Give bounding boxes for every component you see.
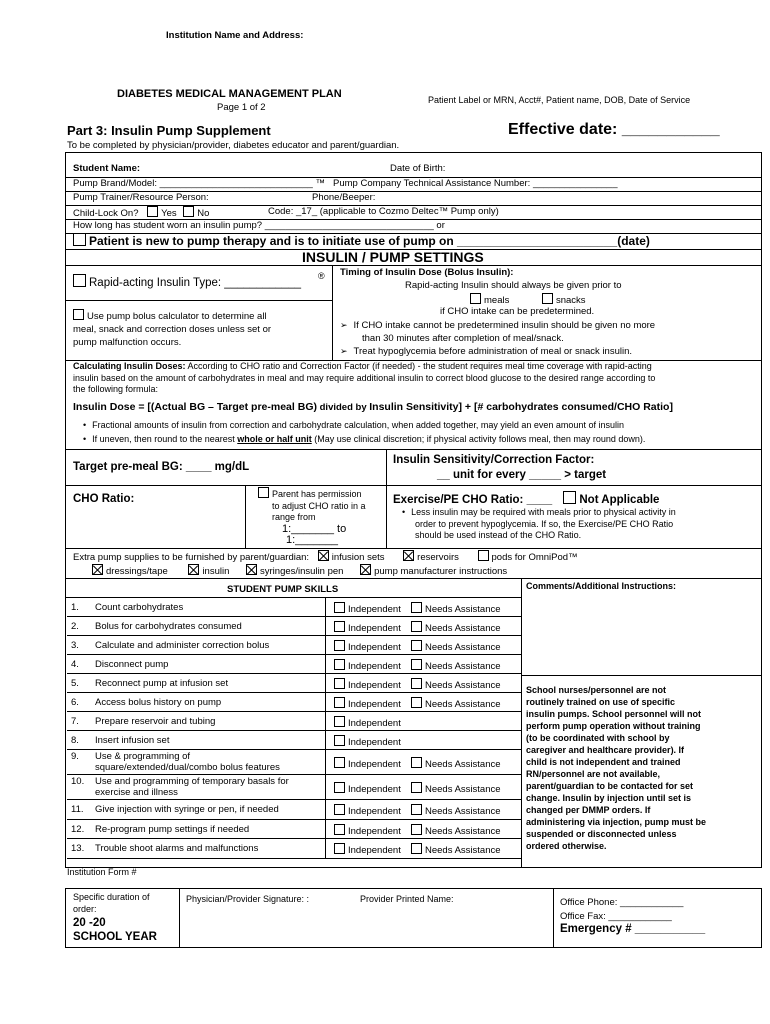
use-calc-2: meal, snack and correction doses unless set or bbox=[73, 324, 272, 335]
independent-option bbox=[334, 640, 401, 653]
skill-text-line: Count carbohydrates bbox=[95, 602, 184, 613]
child-lock-label: Child-Lock On? bbox=[73, 208, 139, 219]
ex-note-3: should be used instead of the CHO Ratio. bbox=[415, 530, 582, 540]
needs-assistance-label: Needs Assistance bbox=[425, 623, 501, 634]
skill-text-line: Calculate and administer correction bolus bbox=[95, 640, 270, 651]
if-predetermined: if CHO intake can be predetermined. bbox=[440, 306, 595, 317]
needs-assistance-option bbox=[411, 824, 501, 837]
skill-text-line: Give injection with syringe or pen, if needed bbox=[95, 804, 279, 815]
needs-assistance-label: Needs Assistance bbox=[425, 784, 501, 795]
skill-text bbox=[95, 697, 221, 708]
skill-divider bbox=[325, 674, 326, 692]
needs-assistance-checkbox[interactable] bbox=[411, 824, 422, 835]
skill-text-line: Bolus for carbohydrates consumed bbox=[95, 621, 242, 632]
dressings-checkbox[interactable] bbox=[92, 564, 103, 575]
skill-number: 2. bbox=[71, 621, 79, 632]
independent-label: Independent bbox=[348, 759, 401, 770]
comments-title: Comments/Additional Instructions: bbox=[526, 581, 677, 591]
use-calc-checkbox[interactable] bbox=[73, 309, 84, 320]
parent-perm-4[interactable]: 1:_______ to bbox=[282, 522, 347, 535]
independent-checkbox[interactable] bbox=[334, 621, 345, 632]
skill-number: 8. bbox=[71, 735, 79, 746]
skill-text bbox=[95, 659, 168, 670]
formula bbox=[73, 401, 673, 413]
skill-number: 10. bbox=[71, 776, 85, 787]
skill-number: 4. bbox=[71, 659, 79, 670]
comment-line: routinely trained on use of specific bbox=[526, 697, 676, 707]
comment-line: (to be coordinated with school by bbox=[526, 733, 670, 743]
skill-number: 5. bbox=[71, 678, 79, 689]
independent-checkbox[interactable] bbox=[334, 678, 345, 689]
snacks-checkbox[interactable] bbox=[542, 293, 553, 304]
table-row bbox=[67, 839, 521, 859]
needs-assistance-checkbox[interactable] bbox=[411, 757, 422, 768]
needs-assistance-checkbox[interactable] bbox=[411, 621, 422, 632]
skill-divider bbox=[325, 731, 326, 749]
independent-label: Independent bbox=[348, 604, 401, 615]
duration-2: order: bbox=[73, 903, 97, 914]
needs-assistance-checkbox[interactable] bbox=[411, 659, 422, 670]
independent-option bbox=[334, 757, 401, 770]
exercise-ratio[interactable]: Exercise/PE CHO Ratio: ____ bbox=[393, 494, 553, 506]
skill-text bbox=[95, 843, 258, 854]
independent-checkbox[interactable] bbox=[334, 659, 345, 670]
needs-assistance-label: Needs Assistance bbox=[425, 806, 501, 817]
printed-name-field[interactable]: Provider Printed Name: bbox=[360, 894, 454, 904]
registered-mark: ® bbox=[318, 271, 325, 281]
needs-assistance-checkbox[interactable] bbox=[411, 782, 422, 793]
skill-text bbox=[95, 776, 289, 798]
uneven-a: If uneven, then round to the nearest bbox=[92, 434, 238, 444]
phone-label[interactable]: Phone/Beeper: bbox=[312, 192, 376, 203]
needs-assistance-checkbox[interactable] bbox=[411, 602, 422, 613]
skill-number: 7. bbox=[71, 716, 79, 727]
independent-option bbox=[334, 621, 401, 634]
table-row bbox=[67, 750, 521, 775]
skill-divider bbox=[325, 750, 326, 774]
needs-assistance-option bbox=[411, 757, 501, 770]
needs-assistance-checkbox[interactable] bbox=[411, 678, 422, 689]
independent-label: Independent bbox=[348, 806, 401, 817]
insulin-checkbox[interactable] bbox=[188, 564, 199, 575]
school-year[interactable] bbox=[73, 916, 157, 944]
formula-c: Insulin Sensitivity] + [# carbohydrates consumed/CHO Ratio] bbox=[369, 401, 673, 413]
emergency[interactable]: Emergency # ___________ bbox=[560, 923, 706, 935]
year-2: SCHOOL YEAR bbox=[73, 931, 157, 943]
snacks-label: snacks bbox=[555, 295, 586, 306]
independent-option bbox=[334, 716, 401, 729]
needs-assistance-option bbox=[411, 602, 501, 615]
calc-text-3: the following formula: bbox=[73, 384, 159, 394]
comment-line: parent/guardian to be contacted for set bbox=[526, 781, 694, 791]
uneven-c: (May use clinical discretion; if physical activity follows meal, then may round down). bbox=[311, 434, 646, 444]
skill-divider bbox=[325, 655, 326, 673]
skill-text-line: Re-program pump settings if needed bbox=[95, 824, 250, 835]
skill-text bbox=[95, 751, 280, 773]
contact-block bbox=[560, 896, 705, 937]
patient-label: Patient Label or MRN, Acct#, Patient name, DOB, Date of Service bbox=[428, 95, 691, 105]
new-pump-row bbox=[73, 233, 650, 248]
needs-assistance-label: Needs Assistance bbox=[425, 826, 501, 837]
no-checkbox[interactable] bbox=[183, 206, 194, 217]
parent-perm-2: to adjust CHO ratio in a bbox=[272, 500, 366, 511]
sensitivity-title: Insulin Sensitivity/Correction Factor: bbox=[393, 454, 595, 466]
skill-divider bbox=[325, 617, 326, 635]
skill-divider bbox=[325, 775, 326, 799]
page-number: Page 1 of 2 bbox=[217, 102, 266, 113]
cho-ratio-label[interactable]: CHO Ratio: bbox=[73, 493, 135, 505]
needs-assistance-checkbox[interactable] bbox=[411, 697, 422, 708]
comment-line: change. Insulin by injection until set is bbox=[526, 793, 692, 803]
comment-line: caregiver and healthcare provider). If bbox=[526, 745, 685, 755]
effective-date[interactable]: Effective date: ___________ bbox=[508, 121, 720, 138]
needs-assistance-label: Needs Assistance bbox=[425, 642, 501, 653]
needs-assistance-label: Needs Assistance bbox=[425, 699, 501, 710]
skill-text-line: Insert infusion set bbox=[95, 735, 170, 746]
skill-text bbox=[95, 602, 183, 613]
if-cannot: ➢ If CHO intake cannot be predetermined insulin should be given no more bbox=[340, 320, 655, 331]
independent-checkbox[interactable] bbox=[334, 640, 345, 651]
independent-label: Independent bbox=[348, 718, 401, 729]
skill-text bbox=[95, 621, 242, 632]
independent-option bbox=[334, 602, 401, 615]
comments-note bbox=[526, 684, 758, 852]
independent-checkbox[interactable] bbox=[334, 843, 345, 854]
skill-text-line: Use & programming of bbox=[95, 751, 191, 762]
skill-text-line: Disconnect pump bbox=[95, 659, 169, 670]
independent-checkbox[interactable] bbox=[334, 735, 345, 746]
needs-assistance-option bbox=[411, 621, 501, 634]
independent-label: Independent bbox=[348, 784, 401, 795]
skill-text bbox=[95, 804, 279, 815]
rapid-type-row bbox=[73, 274, 301, 289]
not-applicable-label: Not Applicable bbox=[579, 494, 660, 506]
independent-label: Independent bbox=[348, 737, 401, 748]
plan-title: DIABETES MEDICAL MANAGEMENT PLAN bbox=[117, 88, 342, 100]
trainer-label[interactable]: Pump Trainer/Resource Person: bbox=[73, 192, 209, 203]
comment-line: insulin pumps. School personnel will not bbox=[526, 709, 702, 719]
new-pump-label: Patient is new to pump therapy and is to initiate use of pump on ________________________(date) bbox=[89, 234, 650, 248]
supply-reservoirs: reservoirs bbox=[417, 552, 459, 563]
skill-text-line: Reconnect pump at infusion set bbox=[95, 678, 229, 689]
use-calc-3: pump malfunction occurs. bbox=[73, 337, 182, 348]
exercise-note bbox=[402, 507, 676, 542]
skill-text-line-2: square/extended/dual/combo bolus features bbox=[95, 762, 280, 773]
uneven-note bbox=[83, 434, 645, 444]
needs-assistance-checkbox[interactable] bbox=[411, 843, 422, 854]
supply-dressings: dressings/tape bbox=[106, 566, 168, 577]
pump-company[interactable]: Pump Company Technical Assistance Number: ________________ bbox=[333, 178, 618, 189]
uneven-b: whole or half unit bbox=[237, 434, 312, 444]
independent-label: Independent bbox=[348, 661, 401, 672]
skill-text-line-2: exercise and illness bbox=[95, 787, 178, 798]
needs-assistance-option bbox=[411, 782, 501, 795]
skill-divider bbox=[325, 598, 326, 616]
meals-checkbox[interactable] bbox=[470, 293, 481, 304]
rapid-type-checkbox[interactable] bbox=[73, 274, 86, 287]
frac-note: • Fractional amounts of insulin from correction and carbohydrate calculation, when added together, may yield an even amount of insulin bbox=[83, 420, 624, 430]
skill-divider bbox=[325, 636, 326, 654]
duration-label bbox=[73, 892, 150, 915]
duration-1: Specific duration of bbox=[73, 892, 150, 902]
skill-divider bbox=[325, 839, 326, 858]
comment-line: RN/personnel are not available, bbox=[526, 769, 661, 779]
calc-text-1: According to CHO ratio and Correction Factor (if needed) - the student requires meal time coverage with rapid-acting bbox=[185, 361, 652, 371]
parent-permission bbox=[258, 487, 366, 547]
parent-perm-1: Parent has permission bbox=[272, 489, 362, 499]
yes-checkbox[interactable] bbox=[147, 206, 158, 217]
needs-assistance-option bbox=[411, 697, 501, 710]
independent-checkbox[interactable] bbox=[334, 716, 345, 727]
calc-text-2: insulin based on the amount of carbohydrates in meal and may require additional insulin to correct blood glucose to the desired range according to bbox=[73, 372, 656, 383]
supply-insulin: insulin bbox=[202, 566, 230, 577]
institution-label: Institution Name and Address: bbox=[166, 30, 304, 41]
independent-checkbox[interactable] bbox=[334, 824, 345, 835]
ex-note-2: order to prevent hypoglycemia. If so, the Exercise/PE CHO Ratio bbox=[415, 518, 674, 529]
student-name-label[interactable]: Student Name: bbox=[73, 163, 141, 174]
skill-text bbox=[95, 640, 269, 651]
table-row bbox=[67, 800, 521, 820]
comment-line: School nurses/personnel are not bbox=[526, 685, 667, 695]
skill-text bbox=[95, 678, 228, 689]
needs-assistance-label: Needs Assistance bbox=[425, 661, 501, 672]
office-phone[interactable]: Office Phone: ____________ bbox=[560, 897, 684, 908]
independent-label: Independent bbox=[348, 699, 401, 710]
skills-title: STUDENT PUMP SKILLS bbox=[227, 584, 339, 595]
independent-option bbox=[334, 782, 401, 795]
sensitivity-value[interactable]: __ unit for every _____ > target bbox=[437, 469, 607, 481]
independent-option bbox=[334, 843, 401, 856]
no-label: No bbox=[197, 208, 210, 219]
use-calc-block bbox=[73, 309, 271, 349]
use-calc-1: Use pump bolus calculator to determine all bbox=[87, 311, 267, 322]
skill-text-line: Trouble shoot alarms and malfunctions bbox=[95, 843, 259, 854]
yes-label: Yes bbox=[161, 208, 177, 219]
independent-option bbox=[334, 697, 401, 710]
reservoirs-checkbox[interactable] bbox=[403, 550, 414, 561]
comment-line: ordered otherwise. bbox=[526, 841, 607, 851]
skill-divider bbox=[325, 693, 326, 711]
parent-perm-3: range from bbox=[272, 512, 316, 522]
rapid-type-field[interactable]: Rapid-acting Insulin Type: ____________ bbox=[89, 277, 302, 289]
needs-assistance-checkbox[interactable] bbox=[411, 804, 422, 815]
dob-label[interactable]: Date of Birth: bbox=[390, 163, 446, 174]
office-fax[interactable]: Office Fax: ____________ bbox=[560, 910, 672, 922]
supply-pods: pods for OmniPod™ bbox=[491, 552, 578, 563]
table-row bbox=[67, 731, 521, 750]
skill-text bbox=[95, 735, 169, 746]
table-row bbox=[67, 775, 521, 800]
table-row bbox=[67, 820, 521, 839]
exercise-row bbox=[393, 491, 659, 506]
supplies-row-2 bbox=[92, 564, 507, 577]
independent-checkbox[interactable] bbox=[334, 804, 345, 815]
needs-assistance-checkbox[interactable] bbox=[411, 640, 422, 651]
skill-divider bbox=[325, 712, 326, 730]
comment-line: suspended or disconnected unless bbox=[526, 829, 677, 839]
parent-perm-5[interactable]: 1:_______ bbox=[286, 534, 338, 546]
skill-divider bbox=[325, 820, 326, 838]
than-30: than 30 minutes after completion of meal/snack. bbox=[362, 333, 564, 344]
not-applicable-checkbox[interactable] bbox=[563, 491, 576, 504]
calc-block bbox=[73, 361, 757, 396]
year-1: 20 -20 bbox=[73, 917, 106, 929]
treat-hypo: ➢ Treat hypoglycemia before administration of meal or snack insulin. bbox=[340, 346, 632, 357]
needs-assistance-label: Needs Assistance bbox=[425, 845, 501, 856]
formula-b: divided by bbox=[316, 402, 370, 413]
needs-assistance-option bbox=[411, 640, 501, 653]
supplies-row-1 bbox=[73, 550, 578, 563]
supply-syringes: syringes/insulin pen bbox=[260, 566, 344, 577]
table-row bbox=[67, 693, 521, 712]
needs-assistance-label: Needs Assistance bbox=[425, 759, 501, 770]
independent-option bbox=[334, 824, 401, 837]
calc-title: Calculating Insulin Doses: bbox=[73, 361, 186, 371]
infusion-sets-checkbox[interactable] bbox=[318, 550, 329, 561]
supply-infusion-sets: infusion sets bbox=[331, 552, 385, 563]
instructions-checkbox[interactable] bbox=[360, 564, 371, 575]
comment-line: child is not independent and trained bbox=[526, 757, 681, 767]
skill-number: 3. bbox=[71, 640, 79, 651]
needs-assistance-option bbox=[411, 804, 501, 817]
independent-label: Independent bbox=[348, 845, 401, 856]
skill-number: 11. bbox=[71, 804, 84, 815]
meals-row bbox=[470, 293, 586, 306]
independent-label: Independent bbox=[348, 680, 401, 691]
independent-checkbox[interactable] bbox=[334, 757, 345, 768]
comment-line: administering via injection, pump must be bbox=[526, 817, 707, 827]
table-row bbox=[67, 712, 521, 731]
skill-text-line: Prepare reservoir and tubing bbox=[95, 716, 216, 727]
child-lock-row bbox=[73, 206, 209, 219]
part-title: Part 3: Insulin Pump Supplement bbox=[67, 123, 271, 138]
how-long-field[interactable]: How long has student worn an insulin pump? ________________________________ or bbox=[73, 220, 445, 231]
formula-a: Insulin Dose = [(Actual BG – Target pre-meal BG) bbox=[73, 401, 317, 413]
parent-permission-checkbox[interactable] bbox=[258, 487, 269, 498]
institution-form: Institution Form # bbox=[67, 867, 137, 877]
independent-label: Independent bbox=[348, 826, 401, 837]
timing-given: Rapid-acting Insulin should always be given prior to bbox=[405, 280, 622, 291]
comment-line: perform pump operation without training bbox=[526, 721, 701, 731]
needs-assistance-option bbox=[411, 678, 501, 691]
ex-note-1: • Less insulin may be required with meals prior to physical activity in bbox=[402, 507, 676, 517]
completed-by: To be completed by physician/provider, diabetes educator and parent/guardian. bbox=[67, 140, 400, 151]
independent-option bbox=[334, 678, 401, 691]
skill-number: 13. bbox=[71, 843, 85, 854]
syringes-checkbox[interactable] bbox=[246, 564, 257, 575]
needs-assistance-option bbox=[411, 843, 501, 856]
timing-title: Timing of Insulin Dose (Bolus Insulin): bbox=[340, 267, 514, 278]
supply-instructions: pump manufacturer instructions bbox=[374, 566, 508, 577]
new-pump-checkbox[interactable] bbox=[73, 233, 86, 246]
target-bg[interactable]: Target pre-meal BG: ____ mg/dL bbox=[73, 461, 250, 473]
independent-label: Independent bbox=[348, 642, 401, 653]
independent-checkbox[interactable] bbox=[334, 602, 345, 613]
skill-text bbox=[95, 824, 249, 835]
pump-brand[interactable]: Pump Brand/Model: _____________________________ ™ bbox=[73, 178, 325, 189]
needs-assistance-label: Needs Assistance bbox=[425, 680, 501, 691]
table-row bbox=[67, 617, 521, 636]
independent-checkbox[interactable] bbox=[334, 697, 345, 708]
independent-option bbox=[334, 804, 401, 817]
supplies-label: Extra pump supplies to be furnished by parent/guardian: bbox=[73, 552, 310, 563]
signature-field[interactable]: Physician/Provider Signature: : bbox=[186, 894, 310, 904]
table-row bbox=[67, 636, 521, 655]
skill-number: 6. bbox=[71, 697, 79, 708]
independent-option bbox=[334, 659, 401, 672]
skill-text-line: Access bolus history on pump bbox=[95, 697, 222, 708]
skill-number: 9. bbox=[71, 751, 79, 762]
table-row bbox=[67, 598, 521, 617]
skill-number: 1. bbox=[71, 602, 79, 613]
settings-title: INSULIN / PUMP SETTINGS bbox=[302, 249, 484, 265]
independent-label: Independent bbox=[348, 623, 401, 634]
independent-checkbox[interactable] bbox=[334, 782, 345, 793]
skill-text bbox=[95, 716, 215, 727]
table-row bbox=[67, 674, 521, 693]
table-row bbox=[67, 655, 521, 674]
skill-divider bbox=[325, 800, 326, 819]
needs-assistance-label: Needs Assistance bbox=[425, 604, 501, 615]
meals-label: meals bbox=[484, 295, 510, 306]
skill-text-line: Use and programming of temporary basals for bbox=[95, 776, 289, 787]
needs-assistance-option bbox=[411, 659, 501, 672]
independent-option bbox=[334, 735, 401, 748]
comment-line: changed per DMMP orders. If bbox=[526, 805, 651, 815]
code-field[interactable]: Code: _17_ (applicable to Cozmo Deltec™ Pump only) bbox=[268, 206, 499, 217]
skill-number: 12. bbox=[71, 824, 85, 835]
pods-checkbox[interactable] bbox=[478, 550, 489, 561]
